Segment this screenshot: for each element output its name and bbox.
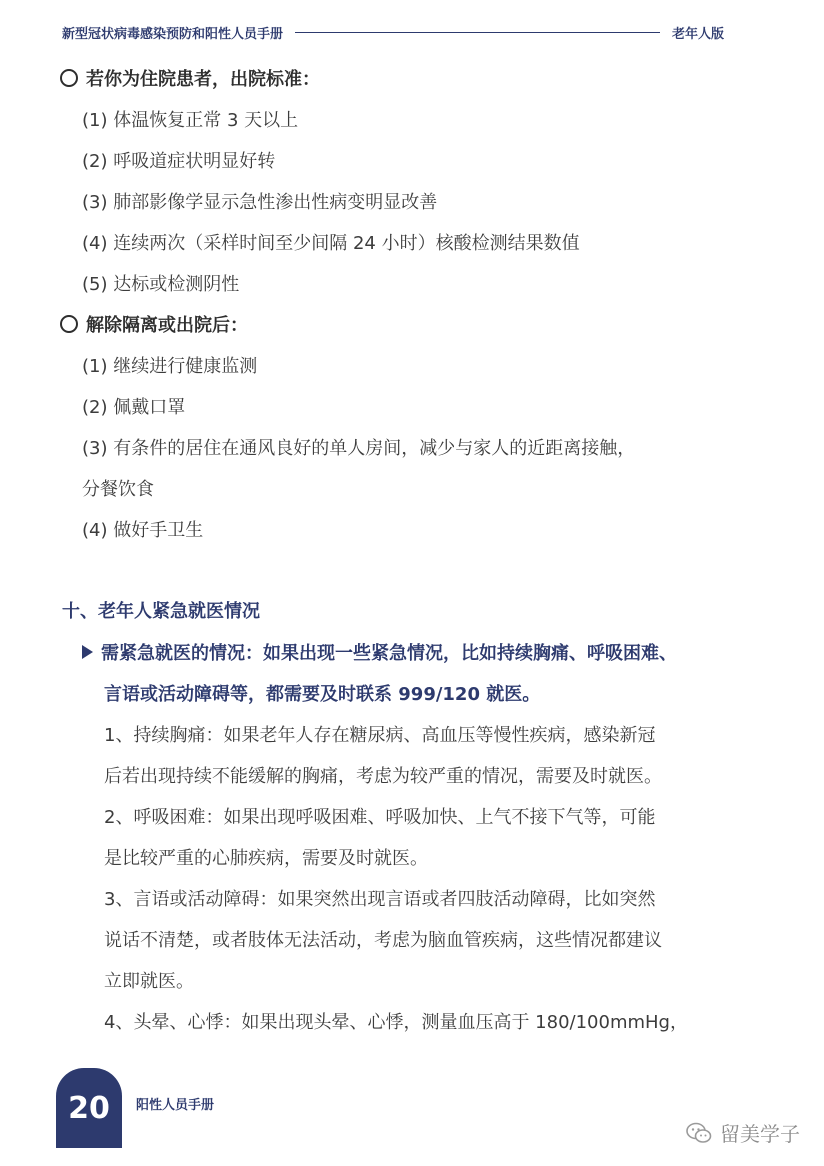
emergency-lead-text: 需紧急就医的情况：如果出现一些紧急情况，比如持续胸痛、呼吸困难、 [101, 643, 677, 664]
discharge-item: (5) 达标或检测阴性 [82, 274, 240, 295]
wechat-icon [686, 1122, 712, 1144]
after-item: (1) 继续进行健康监测 [82, 356, 258, 377]
watermark-text: 留美学子 [720, 1122, 800, 1146]
paragraph-line: 2、呼吸困难：如果出现呼吸困难、呼吸加快、上气不接下气等，可能 [104, 807, 656, 828]
header-edition: 老年人版 [671, 26, 724, 42]
paragraph-line: 1、持续胸痛：如果老年人存在糖尿病、高血压等慢性疾病，感染新冠 [104, 725, 656, 746]
emergency-lead-continued: 言语或活动障碍等，都需要及时联系 999/120 就医。 [104, 684, 541, 705]
paragraph-line: 立即就医。 [104, 971, 194, 992]
circle-bullet-icon [60, 315, 78, 333]
page-header [62, 20, 724, 44]
after-item: (4) 做好手卫生 [82, 520, 204, 541]
after-heading [60, 314, 248, 338]
discharge-item: (1) 体温恢复正常 3 天以上 [82, 110, 299, 131]
footer-label: 阳性人员手册 [136, 1098, 215, 1113]
paragraph-line: 4、头晕、心悸：如果出现头晕、心悸，测量血压高于 180/100mmHg， [104, 1012, 688, 1033]
discharge-heading-text: 若你为住院患者，出院标准： [86, 69, 320, 90]
discharge-item: (2) 呼吸道症状明显好转 [82, 151, 276, 172]
discharge-item: (4) 连续两次（采样时间至少间隔 24 小时）核酸检测结果数值 [82, 233, 580, 254]
page-number-tab [56, 1068, 122, 1148]
triangle-bullet-icon [82, 645, 93, 659]
page-number: 20 [68, 1090, 110, 1126]
header-title: 新型冠状病毒感染预防和阳性人员手册 [62, 26, 284, 42]
section-heading: 十、老年人紧急就医情况 [62, 601, 260, 622]
after-heading-text: 解除隔离或出院后： [86, 315, 248, 336]
watermark [686, 1118, 800, 1147]
paragraph-line: 说话不清楚，或者肢体无法活动，考虑为脑血管疾病，这些情况都建议 [104, 930, 662, 951]
header-rule [295, 32, 660, 33]
paragraph-line: 3、言语或活动障碍：如果突然出现言语或者四肢活动障碍，比如突然 [104, 889, 656, 910]
after-item: (3) 有条件的居住在通风良好的单人房间，减少与家人的近距离接触， [82, 438, 636, 459]
paragraph-line: 后若出现持续不能缓解的胸痛，考虑为较严重的情况，需要及时就医。 [104, 766, 662, 787]
emergency-lead [82, 642, 677, 666]
paragraph-line: 是比较严重的心肺疾病，需要及时就医。 [104, 848, 428, 869]
after-item: (2) 佩戴口罩 [82, 397, 186, 418]
discharge-heading [60, 68, 320, 92]
after-item-continued: 分餐饮食 [82, 479, 154, 500]
discharge-item: (3) 肺部影像学显示急性渗出性病变明显改善 [82, 192, 438, 213]
circle-bullet-icon [60, 69, 78, 87]
